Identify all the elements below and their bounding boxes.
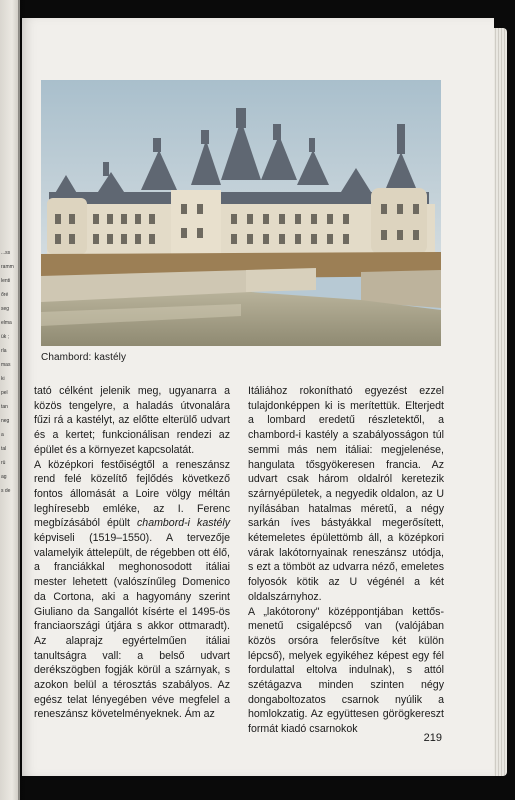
text-column-right <box>248 384 444 737</box>
text-span: A középkori festőiségtől a reneszánsz rend felé közelítő fejlődés következő fontos állomását a Loire völgy méltán leghíresebb emléke, az I. Ferenc megbízásából épült <box>34 458 230 530</box>
paragraph: A „lakótorony" középpontjában kettős-menetű csigalépcső van (valójában közös orsóra felerősítve két külön lépcső), melyek egyikéhez képest egy fél fordulattal eltolva indulnak), s attól szétágazva minden szinten négy dongaboltozatos csarnok nyúlik a homlokzatig. Az együttesen görögkereszt formát kiadó csarnokok <box>248 605 444 736</box>
page-stack-edge <box>493 28 507 776</box>
facing-page-fragment: pel <box>1 390 8 396</box>
facing-page-edge <box>0 0 20 800</box>
facing-page-text-fragments <box>1 250 19 730</box>
chateau-photo <box>41 80 441 346</box>
paragraph: tató célként jelenik meg, ugyanarra a közös tengelyre, a haladás útvonalára fűzi rá a kastélyt, az előtte elterülő udvart és a kertet; funkcionálisan rendezi az épület és a környezet kapcsolatát. <box>34 385 230 456</box>
facing-page-fragment: rü <box>1 460 6 466</box>
facing-page-fragment: ag <box>1 474 7 480</box>
paragraph <box>34 458 230 723</box>
chateau-illustration <box>41 80 441 346</box>
bridge-pier <box>246 268 316 292</box>
facing-page-fragment: ...ss <box>1 250 11 256</box>
facing-page-fragment: ük ; <box>1 334 10 340</box>
facing-page-fragment: lenti <box>1 278 11 284</box>
italic-term: chambord-i kastély <box>137 517 230 530</box>
facing-page-fragment: tan <box>1 404 8 410</box>
facing-page-fragment: tal <box>1 446 7 452</box>
book-page <box>22 18 494 776</box>
facing-page-fragment: őré <box>1 292 9 298</box>
facing-page-fragment: ki <box>1 376 5 382</box>
facing-page-fragment: mas <box>1 362 11 368</box>
text-span: képviseli (1519–1550). A tervezője valamelyik áttelepült, de régebben ott élő, a franciákkal meghonosodott itáliai mester lehetett (valószínűleg Domenico da Cortona, aki a hagyomány szerint Giuliano da Sangallót kísérte el 1495-ös franciaországi útjára s akkor ottmaradt). Az alaprajz egyértelműen itáliai tanultságra vall: a belső udvart derékszögben fogják körül a szárnyak, s azokon belül a térosztás szabályos. Az egész telat lényegében véve megfelel a reneszánsz követelményeknek. Ám az <box>34 532 230 721</box>
facing-page-fragment: elma <box>1 320 12 326</box>
photo-caption: Chambord: kastély <box>41 352 127 363</box>
text-column-left <box>34 384 230 722</box>
paragraph: Itáliához rokonítható egyezést ezzel tulajdonképpen ki is merítettük. Elterjedt a lombard eredetű részletektől, a chambord-i kastély a szabályosságon túl semmi más nem itáliai: megjelenése, hangulata tősgyökeresen francia. Az udvart csak három oldalról keretezik szárnyépületek, a negyedik oldalon, az U nyílásában hatalmas méretű, a négy sarkán íves bástyákkal megerősített, kétemeletes épülettömb áll, a középkori várak lakótornyainak reneszánsz utódja, s ezt a tömböt az udvarra néző, emeletes folyosók kötik az U végénél a két oldalszárnyhoz. <box>248 385 444 603</box>
facing-page-fragment: neg <box>1 418 10 424</box>
facing-page-fragment: rla <box>1 348 7 354</box>
facing-page-fragment: a <box>1 432 4 438</box>
facing-page-fragment: seg <box>1 306 10 312</box>
facing-page-fragment: ramm <box>1 264 14 270</box>
page-number: 219 <box>423 732 442 744</box>
facing-page-fragment: s de <box>1 488 11 494</box>
